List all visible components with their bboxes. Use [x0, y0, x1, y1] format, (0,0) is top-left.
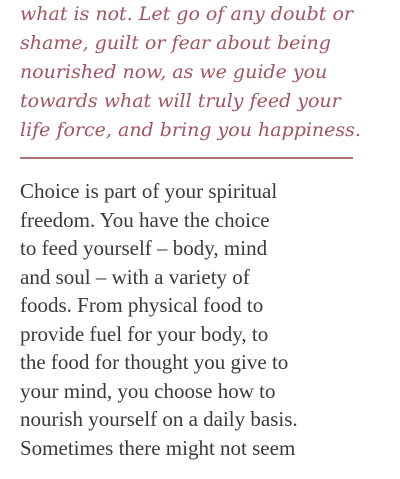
- divider-rule: [20, 157, 353, 159]
- body-line: provide fuel for your body, to: [20, 321, 269, 346]
- body-line: to feed yourself – body, mind: [20, 236, 268, 260]
- body-line: foods. From physical food to: [20, 293, 264, 317]
- body-line: Sometimes there might not seem: [20, 435, 296, 460]
- pull-quote-line: shame, guilt or fear about being: [20, 32, 331, 54]
- body-line: Choice is part of your spiritual: [20, 179, 278, 203]
- body-line: nourish yourself on a daily basis.: [20, 407, 298, 431]
- pull-quote-line: nourished now, as we guide you: [20, 61, 328, 83]
- body-paragraph: [20, 177, 392, 462]
- pull-quote-line: what is not. Let go of any doubt or: [20, 3, 353, 25]
- pull-quote: [20, 0, 392, 145]
- pull-quote-line: life force, and bring you happiness.: [20, 119, 361, 141]
- body-line: your mind, you choose how to: [20, 378, 276, 403]
- pull-quote-line: towards what will truly feed your: [20, 90, 341, 112]
- body-line: freedom. You have the choice: [20, 207, 270, 232]
- page-content: [20, 0, 392, 462]
- body-line: and soul – with a variety of: [20, 264, 250, 289]
- body-line: the food for thought you give to: [20, 350, 289, 374]
